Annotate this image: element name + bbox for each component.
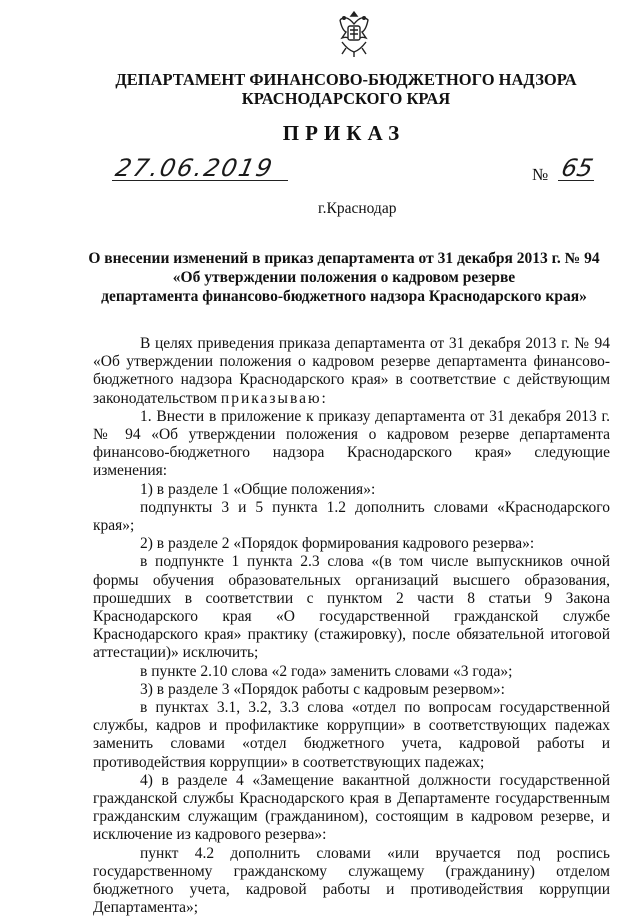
- department-name: [0, 70, 640, 108]
- date-underline: [112, 180, 288, 181]
- item-1-3: 3) в разделе 3 «Порядок работы с кадровым резервом»:: [140, 680, 505, 698]
- department-name-line1: ДЕПАРТАМЕНТ ФИНАНСОВО-БЮДЖЕТНОГО НАДЗОРА: [115, 70, 577, 89]
- intro-command: приказываю:: [220, 389, 328, 407]
- item-1-4-a: пункт 4.2 дополнить словами «или вручается под роспись государственному гражданскому служащему (гражданину) отделом бюджетного учета, кадровой работы и противодействия коррупции Департамента»;: [93, 844, 610, 917]
- number-sign: №: [532, 165, 549, 184]
- item-1-2-b: в пункте 2.10 слова «2 года» заменить словами «3 года»;: [140, 662, 513, 680]
- number-underline: [558, 180, 594, 181]
- document-type-title: ПРИКАЗ: [282, 121, 406, 145]
- subject-line3: департамента финансово-бюджетного надзора Краснодарского края»: [101, 288, 587, 305]
- coat-of-arms-emblem: [330, 8, 378, 58]
- item-1-2: 2) в разделе 2 «Порядок формирования кадрового резерва»:: [140, 535, 535, 553]
- subject-line1: О внесении изменений в приказ департамента от 31 декабря 2013 г. № 94: [88, 250, 600, 267]
- intro-text: В целях приведения приказа департамента от 31 декабря 2013 г. № 94 «Об утверждении положения о кадровом резерве департамента финансово-бюджетного надзора Краснодарского края» в соответствие с действующим законодательством: [93, 335, 610, 407]
- department-name-line2: КРАСНОДАРСКОГО КРАЯ: [241, 89, 451, 108]
- city-name: г.Краснодар: [318, 200, 397, 217]
- order-subject: [0, 249, 640, 306]
- item-1: 1. Внести в приложение к приказу департамента от 31 декабря 2013 г. № 94 «Об утверждении положения о кадровом резерве департамента финансово-бюджетного надзора Краснодарского края» следующие изменения:: [93, 407, 610, 480]
- handwritten-date: 27.06.2019: [113, 154, 277, 182]
- item-1-2-a: в подпункте 1 пункта 2.3 слова «(в том числе выпускников очной формы обучения образовательных организаций высшего образования, прошедших в соответствии с пунктом 2 части 8 статьи 9 Закона Краснодарского края «О государственной гражданской службе Краснодарского края» практику (стажировку), после обязательной итоговой аттестации)» исключить;: [93, 553, 610, 662]
- item-1-1: 1) в разделе 1 «Общие положения»:: [140, 480, 376, 498]
- intro-paragraph: [93, 335, 610, 408]
- item-1-1-a: подпункты 3 и 5 пункта 1.2 дополнить словами «Краснодарского края»;: [93, 498, 610, 535]
- handwritten-number: 65: [559, 154, 596, 182]
- item-1-3-a: в пунктах 3.1, 3.2, 3.3 слова «отдел по вопросам государственной службы, кадров и профилактике коррупции» в соответствующих падежах заменить словами «отдел бюджетного учета, кадровой работы и противодействия коррупции» в соответствующих падежах;: [93, 699, 610, 771]
- order-body: [93, 335, 610, 918]
- subject-line2: «Об утверждении положения о кадровом резерве: [172, 269, 516, 286]
- item-1-4: 4) в разделе 4 «Замещение вакантной должности государственной гражданской службы Краснодарского края в Департаменте государственным гражданским служащим (гражданином), состоящим в кадровом резерве, и исключение из кадрового резерва»:: [93, 771, 610, 844]
